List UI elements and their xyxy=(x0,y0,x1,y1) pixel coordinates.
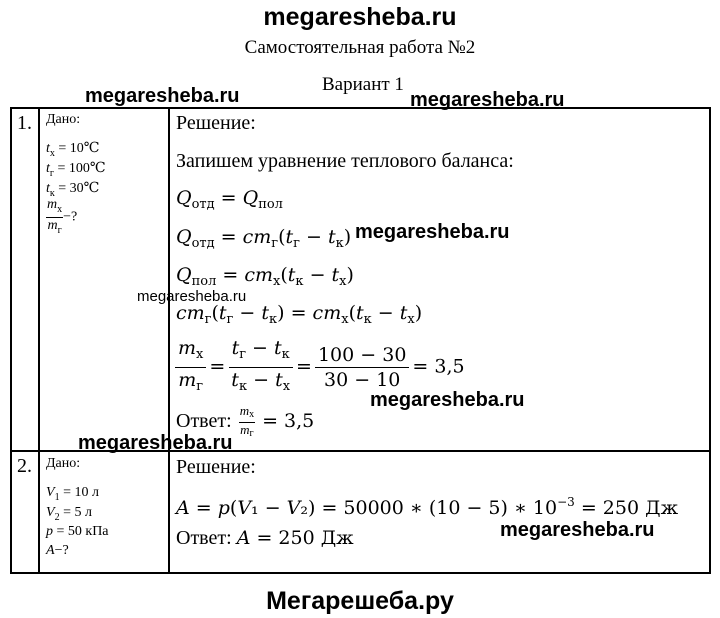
problem-1-solution-heading: Решение: xyxy=(176,112,256,134)
equation-heat-balance: $Q_{отд} = Q_{пол}$ xyxy=(176,187,283,212)
problem-2-given-heading: Дано: xyxy=(46,456,81,471)
problem-1-answer: Ответ: $\frac{m_х}{m_г}$ = 3,5 xyxy=(176,403,315,439)
table-col-divider-1 xyxy=(38,107,40,574)
table-top-border xyxy=(10,107,710,109)
table-col-divider-2 xyxy=(168,107,170,574)
equation-heat-received: $Q_{пол} = cm_х(t_к - t_х)$ xyxy=(176,264,354,289)
equation-work: A = 𝑝(𝑉₁ − 𝑉₂) = 50000 ∗ (10 − 5) ∗ $10^{-3} = 250$ Дж xyxy=(176,495,679,519)
watermark: megaresheba.ru xyxy=(78,432,233,454)
problem-1-given-heading: Дано: xyxy=(46,112,81,127)
problem-2-number: 2. xyxy=(17,455,32,477)
table-right-border xyxy=(709,107,711,574)
equation-ratio-result: $\frac{m_х}{m_г}$ = $\frac{t_г - t_к}{t_к - t_х}$ = $\frac{100 - 30}{30 - 10}$ = 3,5 xyxy=(172,336,465,399)
given-work-question: A−? xyxy=(46,543,69,558)
watermark: megaresheba.ru xyxy=(370,389,525,411)
problem-2-answer: Ответ: A = 250 Дж xyxy=(176,527,354,549)
watermark: megaresheba.ru xyxy=(85,85,240,107)
table-left-border xyxy=(10,107,12,574)
site-footer: Мегарешеба.ру xyxy=(266,587,454,615)
given-ratio-question: $\frac{m_х}{m_г}$ −? xyxy=(47,197,78,236)
given-t-final: $t_к$ = 30℃ xyxy=(46,181,100,199)
watermark: megaresheba.ru xyxy=(355,221,510,243)
equation-heat-given: $Q_{отд} = cm_г(t_г - t_к)$ xyxy=(176,226,352,251)
given-pressure: p = 50 кПа xyxy=(46,524,109,539)
problem-1-intro-text: Запишем уравнение теплового баланса: xyxy=(176,150,514,172)
site-header: megaresheba.ru xyxy=(263,3,457,31)
given-v1: $V_1 = 10$ л xyxy=(46,485,99,503)
given-t-cold: $t_х$ = 10℃ xyxy=(46,141,100,159)
problem-2-solution-heading: Решение: xyxy=(176,456,256,478)
given-v2: $V_2 = 5$ л xyxy=(46,505,92,523)
watermark: megaresheba.ru xyxy=(410,89,565,111)
variant-label: Вариант 1 xyxy=(322,74,404,95)
equation-balance-expanded: $cm_г(t_г - t_к) = cm_х(t_к - t_х)$ xyxy=(176,302,423,327)
watermark: megaresheba.ru xyxy=(137,288,247,305)
problem-1-number: 1. xyxy=(17,112,32,134)
given-t-hot: $t_г$ = 100℃ xyxy=(46,161,106,179)
watermark: megaresheba.ru xyxy=(500,519,655,541)
table-bottom-border xyxy=(10,572,710,574)
document-title: Самостоятельная работа №2 xyxy=(244,37,476,58)
